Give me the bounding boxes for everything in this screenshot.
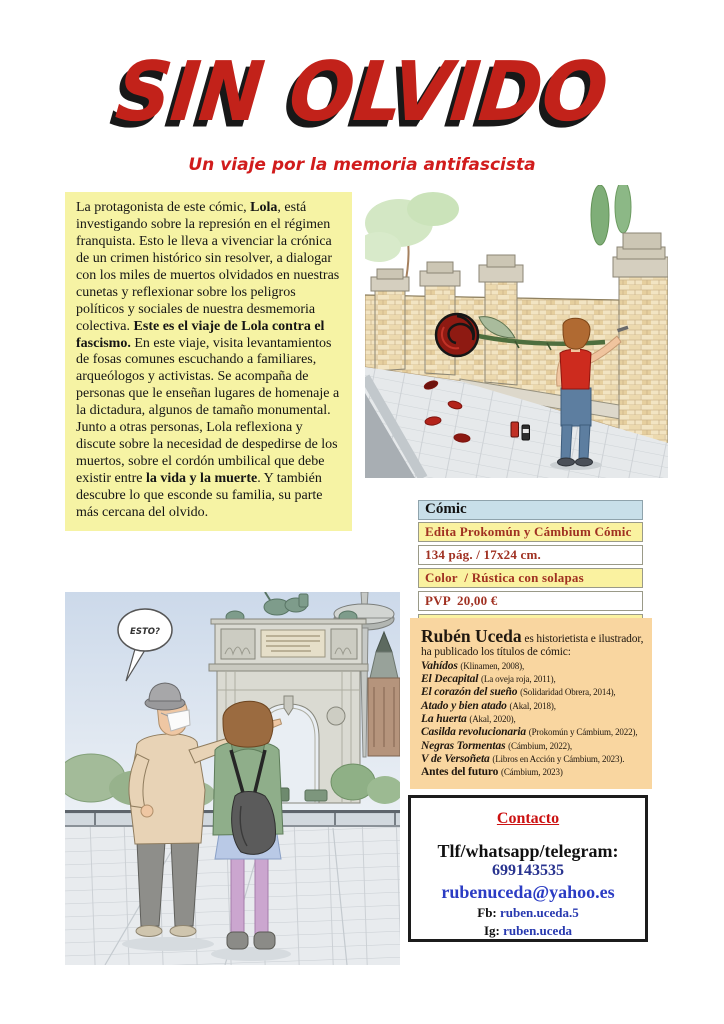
bio-line: Negras Tormentas (Cámbium, 2022), <box>421 739 572 752</box>
comic-info-row: Color / Rústica con solapas <box>418 568 643 588</box>
comic-info-row: Edita Prokomún y Cámbium Cómic <box>418 522 643 542</box>
page-subtitle: Un viaje por la memoria antifascista <box>188 155 536 175</box>
bio-line: Rubén Uceda es historietista e ilustrador, <box>421 626 644 646</box>
contact-phone-label: Tlf/whatsapp/telegram: <box>437 841 619 861</box>
bio-line: La huerta (Akal, 2020), <box>421 712 516 725</box>
comic-info-row: 134 pág. / 17x24 cm. <box>418 545 643 565</box>
bio-line: V de Versoñeta (Libros en Acción y Cámbium, 2023). <box>421 752 625 765</box>
bio-line: El corazón del sueño (Solidaridad Obrera, 2014), <box>421 686 616 699</box>
synopsis-box <box>65 192 352 531</box>
facebook-label: Fb: <box>477 905 500 920</box>
comic-info-table <box>418 500 643 637</box>
speech-bubble-text: ESTO? <box>130 627 160 637</box>
bio-line: Antes del futuro (Cámbium, 2023) <box>421 766 563 779</box>
monument-illustration <box>65 592 400 965</box>
comic-info-header: Cómic <box>418 500 643 520</box>
contact-box <box>408 795 648 942</box>
bio-line: Atado y bien atado (Akal, 2018), <box>421 699 556 712</box>
facebook-handle: ruben.uceda.5 <box>500 905 579 920</box>
instagram-handle: ruben.uceda <box>503 923 573 938</box>
instagram-label: Ig: <box>483 923 504 938</box>
comic-info-row: PVP 20,00 € <box>418 591 643 611</box>
page-title: SIN OLVIDO <box>111 43 613 140</box>
contact-heading: Contacto <box>496 810 560 827</box>
bio-line: El Decapital (La oveja roja, 2011), <box>421 672 556 685</box>
synopsis-paragraph-1: La protagonista de este cómic, Lola, está investigando sobre la represión en el régimen franquista. Esto le lleva a vivenciar la crónica de un crimen histórico sin resolver, a dialogar con los miles de muertos olvidados en nuestras cunetas y reflexionar sobre los peligros políticos y sociales de nuestra desmemoria colectiva. Este es el viaje de Lola contra el fascismo. En este viaje, visita levantamientos de fosas comunes escuchando a familiares, arqueólogos y activistas. Se acompaña de personas que le enseñan lugares de homenaje a la dictadura, algunos de tamaño monumental. <box>76 200 340 419</box>
contact-phone-number: 699143535 <box>492 862 564 879</box>
contact-instagram <box>411 923 645 939</box>
contact-email: rubenuceda@yahoo.es <box>441 882 615 902</box>
contact-facebook <box>411 905 645 921</box>
author-bio-box <box>410 618 652 789</box>
wall-mural-illustration <box>365 185 668 478</box>
synopsis-paragraph-2: Junto a otras personas, Lola reflexiona y discute sobre la necesidad de despedirse de los muertos, sobre el cordón umbilical que debe existir entre la vida y la muerte. Y también descubre lo que esconde su familia, su parte más cercana del olvido. <box>76 420 338 520</box>
bio-line: ha publicado los títulos de cómic: <box>421 646 571 659</box>
bio-line: Casilda revolucionaria (Prokomún y Cámbium, 2022), <box>421 726 638 739</box>
bio-line: Vahídos (Klinamen, 2008), <box>421 659 525 672</box>
